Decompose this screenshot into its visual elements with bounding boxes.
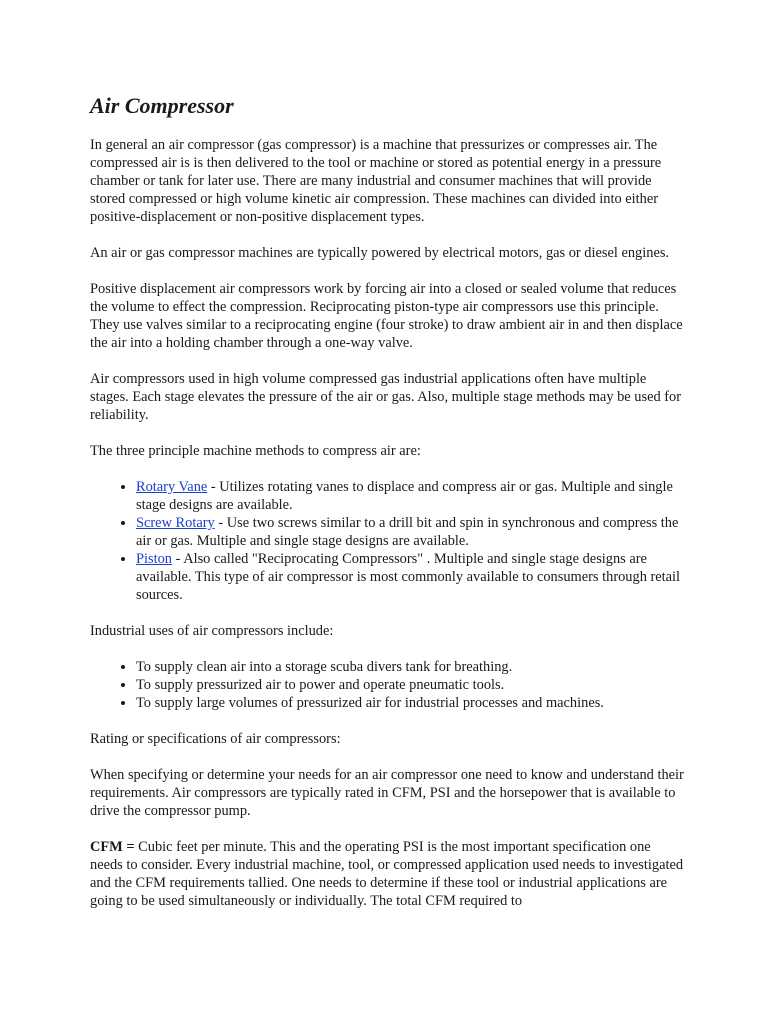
powered-paragraph: An air or gas compressor machines are typically powered by electrical motors, gas or diesel engines. — [90, 245, 670, 261]
list-item — [136, 550, 685, 604]
piston-link[interactable]: Piston — [136, 551, 172, 567]
intro-paragraph: In general an air compressor (gas compressor) is a machine that pressurizes or compresses air. The compressed air is is then delivered to the tool or machine or stored as potential energy in a pressure chamber or tank for later use. There are many industrial and consumer machines that will provide stored compressed or high volume kinetic air compression. These machines can divided into either positive-displacement or non-positive displacement types. — [90, 137, 662, 225]
list-item-text: - Also called "Reciprocating Compressors" . Multiple and single stage designs are available. This type of air compressor is most commonly available to consumers through retail sources. — [136, 551, 681, 603]
positive-displacement-paragraph: Positive displacement air compressors work by forcing air into a closed or sealed volume that reduces the volume to effect the compression. Reciprocating piston-type air compressors use this principle. They use valves similar to a reciprocating engine (four stroke) to draw ambient air in and then displace the air into a holding chamber through a one-way valve. — [90, 281, 683, 351]
document-page — [90, 92, 685, 928]
list-item: • To supply clean air into a storage scuba divers tank for breathing. — [136, 658, 685, 676]
methods-intro-paragraph: The three principle machine methods to compress air are: — [90, 443, 421, 459]
methods-list — [90, 478, 685, 604]
industrial-intro-paragraph: Industrial uses of air compressors include: — [90, 623, 334, 639]
screw-rotary-link[interactable]: Screw Rotary — [136, 515, 215, 531]
cfm-paragraph — [90, 838, 685, 910]
page-title: Air Compressor — [90, 93, 234, 118]
list-item — [136, 478, 685, 514]
rotary-vane-link[interactable]: Rotary Vane — [136, 479, 208, 495]
list-item-text: - Use two screws similar to a drill bit and spin in synchronous and compress the air or gas. Multiple and single stage designs are available. — [136, 515, 679, 549]
industrial-uses-list — [90, 658, 685, 712]
list-item — [136, 514, 685, 550]
stages-paragraph: Air compressors used in high volume compressed gas industrial applications often have multiple stages. Each stage elevates the pressure of the air or gas. Also, multiple stage methods may be used for reliability. — [90, 371, 682, 423]
cfm-text: Cubic feet per minute. This and the operating PSI is the most important specification one needs to consider. Every industrial machine, tool, or compressed application used needs to investigated and the CFM requirements tallied. One needs to determine if these tool or industrial applications are going to be used simultaneously or individually. The total CFM required to — [90, 839, 684, 909]
rating-intro-paragraph: Rating or specifications of air compressors: — [90, 731, 341, 747]
specifying-paragraph: When specifying or determine your needs for an air compressor one need to know and understand their requirements. Air compressors are typically rated in CFM, PSI and the horsepower that is available to drive the compressor pump. — [90, 767, 684, 819]
list-item: • To supply pressurized air to power and operate pneumatic tools. — [136, 676, 685, 694]
cfm-label: CFM = — [90, 839, 135, 855]
list-item: • To supply large volumes of pressurized air for industrial processes and machines. — [136, 694, 685, 712]
list-item-text: - Utilizes rotating vanes to displace and compress air or gas. Multiple and single stage designs are available. — [136, 479, 673, 513]
